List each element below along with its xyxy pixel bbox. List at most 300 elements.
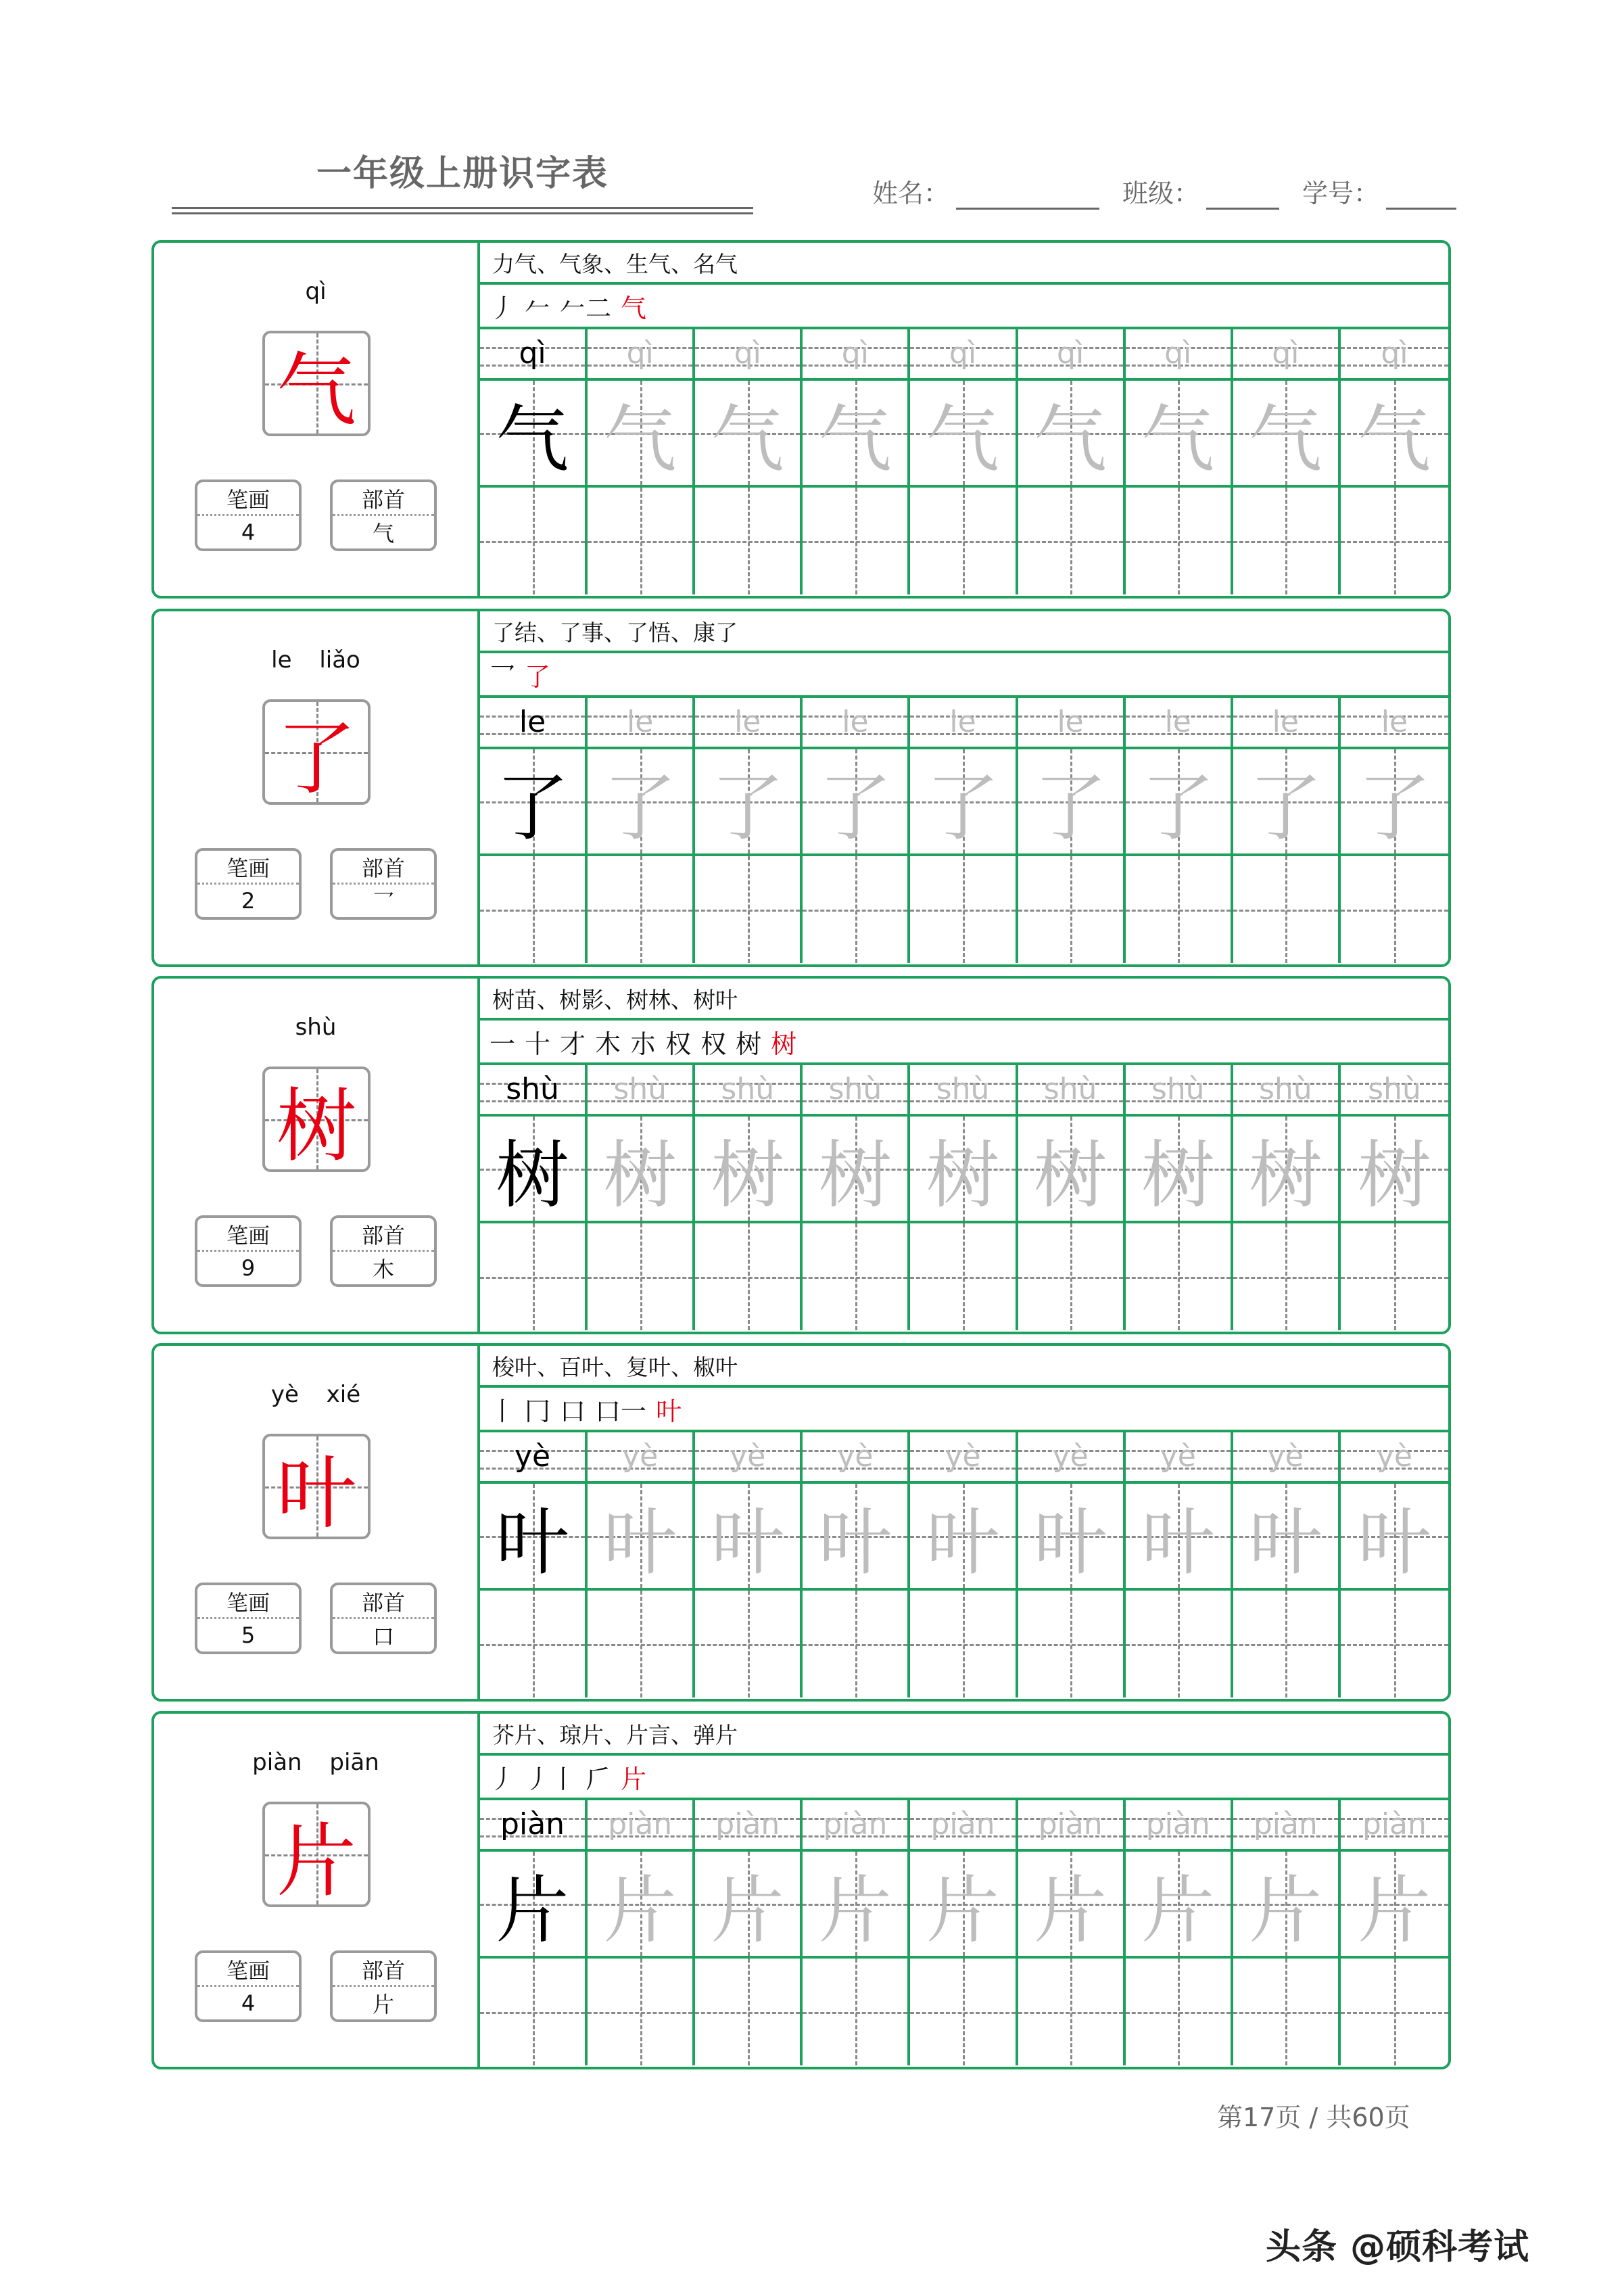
- trace-character: 叶: [1249, 1500, 1322, 1585]
- practice-column: [480, 329, 588, 594]
- character-cell[interactable]: [480, 749, 585, 856]
- pinyin-cell[interactable]: [480, 1065, 585, 1117]
- watermark: 头条 @硕科考试: [1266, 2227, 1530, 2268]
- character-card: [151, 1343, 1451, 1702]
- practice-column: [695, 329, 803, 594]
- character-cell[interactable]: [588, 381, 692, 488]
- character-box: [262, 1067, 371, 1172]
- stroke-step: 𠂉: [525, 293, 551, 323]
- character-cell[interactable]: [910, 1852, 1015, 1959]
- target-character: 树: [276, 1079, 356, 1173]
- practice-column: [1233, 1800, 1341, 2065]
- trace-character: 片: [1358, 1868, 1431, 1953]
- pinyin-cell[interactable]: [1126, 329, 1231, 381]
- blank-practice-cell[interactable]: [910, 1223, 1015, 1330]
- pinyin-cell[interactable]: [1018, 698, 1123, 749]
- blank-practice-cell[interactable]: [1341, 1223, 1448, 1330]
- stroke-count-label: 笔画: [197, 482, 299, 516]
- character-cell[interactable]: [803, 381, 907, 488]
- character-cell[interactable]: [1126, 1852, 1231, 1959]
- model-character: 气: [496, 397, 569, 482]
- blank-practice-cell[interactable]: [1341, 1591, 1448, 1697]
- pinyin-cell[interactable]: [1233, 329, 1338, 381]
- pinyin-cell[interactable]: [480, 1432, 585, 1484]
- example-words: 树苗、树影、树林、树叶: [480, 979, 1448, 1021]
- pinyin-cell[interactable]: [1341, 329, 1448, 381]
- pinyin-heading: yè xié: [270, 1381, 361, 1408]
- practice-column: [910, 329, 1018, 594]
- blank-practice-cell[interactable]: [1126, 856, 1231, 963]
- trace-pinyin: piàn: [1253, 1807, 1318, 1842]
- stroke-order-row: [480, 1756, 1448, 1800]
- model-pinyin: piàn: [500, 1807, 565, 1842]
- character-cell[interactable]: [1233, 1117, 1338, 1223]
- practice-column: [910, 698, 1018, 963]
- practice-column: [1126, 1065, 1233, 1330]
- trace-pinyin: qì: [734, 336, 761, 371]
- blank-practice-cell[interactable]: [1233, 856, 1338, 963]
- student-id-field[interactable]: [1302, 172, 1456, 210]
- page-indicator: 第17页 / 共60页: [1217, 2103, 1410, 2132]
- stroke-count-box: [195, 479, 302, 551]
- pinyin-cell[interactable]: [1233, 1800, 1338, 1852]
- character-cell[interactable]: [695, 1484, 800, 1591]
- practice-column: [1233, 1065, 1341, 1330]
- character-cell[interactable]: [1233, 1484, 1338, 1591]
- trace-character: 了: [926, 766, 999, 851]
- radical-label: 部首: [333, 1953, 434, 1987]
- blank-practice-cell[interactable]: [588, 1591, 692, 1697]
- pinyin-cell[interactable]: [1341, 1065, 1448, 1117]
- target-character: 叶: [276, 1447, 356, 1540]
- character-cell[interactable]: [1341, 1484, 1448, 1591]
- trace-character: 叶: [603, 1500, 677, 1585]
- practice-column: [1126, 1800, 1233, 2065]
- character-cell[interactable]: [803, 1117, 907, 1223]
- character-cell[interactable]: [588, 1484, 692, 1591]
- trace-pinyin: qì: [1272, 336, 1300, 371]
- blank-practice-cell[interactable]: [1341, 856, 1448, 963]
- stroke-count-value: 4: [241, 519, 256, 545]
- pinyin-cell[interactable]: [588, 1065, 692, 1117]
- blank-practice-cell[interactable]: [588, 1959, 692, 2065]
- trace-character: 片: [926, 1868, 999, 1953]
- pinyin-cell[interactable]: [1233, 1065, 1338, 1117]
- trace-pinyin: piàn: [1362, 1807, 1427, 1842]
- trace-character: 了: [711, 766, 784, 851]
- blank-practice-cell[interactable]: [695, 1223, 800, 1330]
- trace-pinyin: le: [1057, 705, 1084, 739]
- blank-practice-cell[interactable]: [910, 1591, 1015, 1697]
- pinyin-cell[interactable]: [588, 329, 692, 381]
- character-cell[interactable]: [803, 1484, 907, 1591]
- radical-box: [330, 1215, 437, 1287]
- trace-pinyin: shù: [936, 1072, 990, 1106]
- pinyin-cell[interactable]: [1126, 1800, 1231, 1852]
- trace-pinyin: piàn: [1145, 1807, 1210, 1842]
- blank-practice-cell[interactable]: [803, 1591, 907, 1697]
- blank-practice-cell[interactable]: [1018, 856, 1123, 963]
- practice-column: [1233, 1432, 1341, 1697]
- trace-character: 了: [1141, 766, 1215, 851]
- blank-practice-cell[interactable]: [1341, 1959, 1448, 2065]
- pinyin-cell[interactable]: [910, 329, 1015, 381]
- character-cell[interactable]: [1341, 1852, 1448, 1959]
- blank-practice-cell[interactable]: [588, 856, 692, 963]
- radical-value: 片: [372, 1992, 394, 2017]
- model-pinyin: shù: [506, 1072, 559, 1106]
- pinyin-cell[interactable]: [588, 1432, 692, 1484]
- radical-value: 乛: [372, 889, 394, 915]
- character-cell[interactable]: [1126, 1117, 1231, 1223]
- character-cell[interactable]: [1233, 749, 1338, 856]
- stroke-count-value: 5: [241, 1622, 256, 1648]
- trace-character: 叶: [1034, 1500, 1107, 1585]
- character-cell[interactable]: [480, 1852, 585, 1959]
- blank-practice-cell[interactable]: [695, 488, 800, 594]
- blank-practice-cell[interactable]: [1018, 1591, 1123, 1697]
- stroke-step: 朩: [630, 1029, 657, 1059]
- stroke-step: 𠂉二: [560, 293, 612, 323]
- trace-pinyin: yè: [622, 1439, 659, 1474]
- pinyin-cell[interactable]: [803, 1065, 907, 1117]
- practice-column: [588, 1432, 695, 1697]
- practice-column: [1018, 329, 1126, 594]
- trace-character: 叶: [711, 1500, 784, 1585]
- practice-column: [695, 1432, 803, 1697]
- blank-practice-cell[interactable]: [695, 856, 800, 963]
- stroke-step: 乛: [490, 661, 516, 692]
- radical-box: [330, 1583, 437, 1654]
- blank-practice-cell[interactable]: [910, 1959, 1015, 2065]
- trace-character: 叶: [926, 1500, 999, 1585]
- pinyin-cell[interactable]: [910, 698, 1015, 749]
- stroke-count-value: 4: [241, 1990, 256, 2016]
- pinyin-cell[interactable]: [910, 1800, 1015, 1852]
- character-card: [151, 609, 1451, 967]
- pinyin-cell[interactable]: [588, 698, 692, 749]
- trace-pinyin: le: [1272, 705, 1299, 739]
- stroke-count-box: [195, 1583, 302, 1654]
- pinyin-cell[interactable]: [803, 1432, 907, 1484]
- page-title: 一年级上册识字表: [316, 154, 609, 194]
- trace-pinyin: piàn: [1038, 1807, 1103, 1842]
- character-cell[interactable]: [910, 1117, 1015, 1223]
- practice-column: [1341, 329, 1448, 594]
- blank-practice-cell[interactable]: [1018, 1959, 1123, 2065]
- trace-pinyin: yè: [837, 1439, 874, 1474]
- radical-label: 部首: [333, 1585, 434, 1619]
- trace-character: 树: [1034, 1133, 1107, 1218]
- stroke-step: 木: [595, 1029, 621, 1059]
- trace-character: 片: [818, 1868, 892, 1953]
- pinyin-cell[interactable]: [695, 329, 800, 381]
- pinyin-cell[interactable]: [803, 1800, 907, 1852]
- trace-character: 树: [711, 1133, 784, 1218]
- character-cell[interactable]: [695, 381, 800, 488]
- pinyin-cell[interactable]: [480, 329, 585, 381]
- stroke-step: 冂: [525, 1396, 551, 1426]
- character-box: [262, 1434, 371, 1539]
- character-cell[interactable]: [480, 1117, 585, 1223]
- trace-character: 片: [1034, 1868, 1107, 1953]
- example-words: 芥片、琼片、片言、弹片: [480, 1714, 1448, 1756]
- blank-practice-cell[interactable]: [1126, 488, 1231, 594]
- blank-practice-cell[interactable]: [1233, 1591, 1338, 1697]
- trace-pinyin: qì: [1381, 336, 1408, 371]
- trace-character: 气: [603, 397, 677, 482]
- stroke-step: 口一: [595, 1396, 647, 1426]
- trace-character: 了: [1034, 766, 1107, 851]
- practice-column: [1126, 329, 1233, 594]
- stroke-step: 𠂆: [586, 1764, 612, 1794]
- trace-pinyin: shù: [721, 1072, 775, 1106]
- stroke-count-box: [195, 1950, 302, 2022]
- practice-column: [1018, 698, 1126, 963]
- character-cell[interactable]: [910, 1484, 1015, 1591]
- pinyin-cell[interactable]: [1018, 1065, 1123, 1117]
- trace-character: 气: [1034, 397, 1107, 482]
- trace-character: 树: [1358, 1133, 1431, 1218]
- stroke-step: 一: [490, 1029, 516, 1059]
- practice-column: [1018, 1432, 1126, 1697]
- pinyin-cell[interactable]: [1018, 1800, 1123, 1852]
- practice-column: [1233, 698, 1341, 963]
- character-cell[interactable]: [480, 1484, 585, 1591]
- class-blank[interactable]: [1206, 181, 1279, 210]
- target-character: 片: [276, 1814, 356, 1908]
- trace-pinyin: piàn: [608, 1807, 673, 1842]
- radical-box: [330, 1950, 437, 2022]
- blank-practice-cell[interactable]: [1126, 1591, 1231, 1697]
- blank-practice-cell[interactable]: [1126, 1223, 1231, 1330]
- pinyin-cell[interactable]: [1126, 1432, 1231, 1484]
- character-cell[interactable]: [1233, 381, 1338, 488]
- blank-practice-cell[interactable]: [910, 856, 1015, 963]
- trace-character: 树: [1249, 1133, 1322, 1218]
- practice-column: [480, 698, 588, 963]
- practice-column: [695, 698, 803, 963]
- blank-practice-cell[interactable]: [695, 1959, 800, 2065]
- pinyin-cell[interactable]: [695, 1800, 800, 1852]
- radical-label: 部首: [333, 1218, 434, 1252]
- character-cell[interactable]: [1341, 381, 1448, 488]
- character-cell[interactable]: [1018, 749, 1123, 856]
- pinyin-cell[interactable]: [1126, 698, 1231, 749]
- trace-pinyin: shù: [1151, 1072, 1205, 1106]
- trace-character: 气: [1141, 397, 1215, 482]
- pinyin-cell[interactable]: [1018, 1432, 1123, 1484]
- character-cell[interactable]: [1018, 1852, 1123, 1959]
- stroke-count-box: [195, 848, 302, 920]
- stroke-order-row: [480, 1021, 1448, 1065]
- blank-practice-cell[interactable]: [1018, 488, 1123, 594]
- character-cell[interactable]: [1126, 381, 1231, 488]
- trace-pinyin: shù: [1043, 1072, 1097, 1106]
- character-cell[interactable]: [1126, 1484, 1231, 1591]
- character-cell[interactable]: [1341, 749, 1448, 856]
- stroke-step: 权: [700, 1029, 727, 1059]
- practice-column: [803, 1065, 910, 1330]
- character-cell[interactable]: [695, 749, 800, 856]
- pinyin-cell[interactable]: [1341, 1432, 1448, 1484]
- pinyin-cell[interactable]: [480, 698, 585, 749]
- character-info-panel: [154, 1346, 480, 1699]
- trace-character: 气: [711, 397, 784, 482]
- blank-practice-cell[interactable]: [480, 1591, 585, 1697]
- trace-pinyin: yè: [1052, 1439, 1089, 1474]
- blank-practice-cell[interactable]: [803, 488, 907, 594]
- class-field[interactable]: [1122, 172, 1279, 210]
- pinyin-cell[interactable]: [803, 698, 907, 749]
- blank-practice-cell[interactable]: [1233, 488, 1338, 594]
- blank-practice-cell[interactable]: [480, 1959, 585, 2065]
- practice-column: [1233, 329, 1341, 594]
- trace-pinyin: piàn: [715, 1807, 780, 1842]
- model-pinyin: yè: [515, 1439, 551, 1474]
- pinyin-cell[interactable]: [1341, 1800, 1448, 1852]
- character-cell[interactable]: [1126, 749, 1231, 856]
- blank-practice-cell[interactable]: [480, 1223, 585, 1330]
- trace-character: 树: [818, 1133, 892, 1218]
- practice-panel: [480, 611, 1448, 964]
- radical-label: 部首: [333, 482, 434, 516]
- trace-pinyin: qì: [1164, 336, 1192, 371]
- character-cell[interactable]: [480, 381, 585, 488]
- trace-character: 叶: [818, 1500, 892, 1585]
- character-cell[interactable]: [695, 1117, 800, 1223]
- name-field[interactable]: [872, 172, 1099, 210]
- stroke-step: 树: [771, 1029, 797, 1059]
- practice-column: [480, 1065, 588, 1330]
- pinyin-cell[interactable]: [910, 1065, 1015, 1117]
- blank-practice-cell[interactable]: [480, 856, 585, 963]
- pinyin-cell[interactable]: [588, 1800, 692, 1852]
- blank-practice-cell[interactable]: [803, 1223, 907, 1330]
- title-block: [172, 150, 753, 214]
- practice-column: [1126, 1432, 1233, 1697]
- blank-practice-cell[interactable]: [1018, 1223, 1123, 1330]
- model-character: 叶: [496, 1500, 569, 1585]
- pinyin-heading: piàn piān: [252, 1749, 379, 1776]
- student-info: [872, 172, 1479, 210]
- trace-pinyin: yè: [1160, 1439, 1196, 1474]
- trace-pinyin: le: [1164, 705, 1191, 739]
- character-cell[interactable]: [588, 1117, 692, 1223]
- pinyin-heading: le liǎo: [271, 647, 360, 674]
- trace-character: 片: [1141, 1868, 1215, 1953]
- pinyin-cell[interactable]: [480, 1800, 585, 1852]
- stroke-step: 了: [525, 661, 551, 692]
- blank-practice-cell[interactable]: [1126, 1959, 1231, 2065]
- trace-character: 叶: [1358, 1500, 1431, 1585]
- trace-pinyin: le: [734, 705, 761, 739]
- name-blank[interactable]: [956, 181, 1099, 210]
- trace-pinyin: yè: [1376, 1439, 1412, 1474]
- character-cell[interactable]: [1018, 1484, 1123, 1591]
- character-cell[interactable]: [910, 749, 1015, 856]
- character-cell[interactable]: [803, 1852, 907, 1959]
- student-id-label: 学号：: [1302, 179, 1380, 208]
- character-cell[interactable]: [695, 1852, 800, 1959]
- practice-column: [910, 1800, 1018, 2065]
- pinyin-cell[interactable]: [1233, 1432, 1338, 1484]
- pinyin-cell[interactable]: [1126, 1065, 1231, 1117]
- stroke-count-value: 2: [241, 888, 256, 914]
- character-info-panel: [154, 979, 480, 1332]
- practice-panel: [480, 243, 1448, 596]
- practice-column: [588, 1800, 695, 2065]
- blank-practice-cell[interactable]: [1233, 1223, 1338, 1330]
- model-character: 树: [496, 1133, 569, 1218]
- trace-character: 气: [1358, 397, 1431, 482]
- radical-box: [330, 848, 437, 920]
- character-cell[interactable]: [1341, 1117, 1448, 1223]
- pinyin-cell[interactable]: [1341, 698, 1448, 749]
- character-cell[interactable]: [1233, 1852, 1338, 1959]
- blank-practice-cell[interactable]: [803, 1959, 907, 2065]
- trace-pinyin: shù: [1258, 1072, 1312, 1106]
- stroke-step: 十: [525, 1029, 551, 1059]
- practice-column: [480, 1432, 588, 1697]
- character-cell[interactable]: [588, 1852, 692, 1959]
- blank-practice-cell[interactable]: [1233, 1959, 1338, 2065]
- blank-practice-cell[interactable]: [803, 856, 907, 963]
- pinyin-cell[interactable]: [695, 1432, 800, 1484]
- model-pinyin: le: [519, 705, 546, 739]
- pinyin-cell[interactable]: [1233, 698, 1338, 749]
- pinyin-cell[interactable]: [695, 698, 800, 749]
- character-cell[interactable]: [803, 749, 907, 856]
- character-cell[interactable]: [588, 749, 692, 856]
- pinyin-heading: shù: [295, 1014, 337, 1041]
- character-box: [262, 331, 371, 436]
- character-cell[interactable]: [1018, 1117, 1123, 1223]
- character-cell[interactable]: [910, 381, 1015, 488]
- radical-value: 木: [372, 1257, 394, 1282]
- trace-character: 片: [1249, 1868, 1322, 1953]
- practice-column: [1341, 698, 1448, 963]
- name-label: 姓名：: [872, 179, 950, 208]
- blank-practice-cell[interactable]: [588, 488, 692, 594]
- example-words: 力气、气象、生气、名气: [480, 243, 1448, 285]
- pinyin-cell[interactable]: [803, 329, 907, 381]
- character-box: [262, 1802, 371, 1907]
- trace-pinyin: yè: [730, 1439, 766, 1474]
- stroke-count-label: 笔画: [197, 851, 299, 885]
- radical-label: 部首: [333, 851, 434, 885]
- pinyin-cell[interactable]: [1018, 329, 1123, 381]
- blank-practice-cell[interactable]: [910, 488, 1015, 594]
- practice-column: [803, 1800, 910, 2065]
- trace-character: 了: [603, 766, 677, 851]
- practice-column: [588, 698, 695, 963]
- pinyin-cell[interactable]: [695, 1065, 800, 1117]
- trace-pinyin: le: [627, 705, 654, 739]
- student-id-blank[interactable]: [1386, 181, 1456, 210]
- stroke-count-label: 笔画: [197, 1218, 299, 1252]
- blank-practice-cell[interactable]: [480, 488, 585, 594]
- trace-character: 了: [1358, 766, 1431, 851]
- blank-practice-cell[interactable]: [588, 1223, 692, 1330]
- pinyin-cell[interactable]: [910, 1432, 1015, 1484]
- blank-practice-cell[interactable]: [695, 1591, 800, 1697]
- radical-box: [330, 479, 437, 551]
- target-character: 了: [276, 712, 356, 805]
- character-cell[interactable]: [1018, 381, 1123, 488]
- trace-character: 气: [1249, 397, 1322, 482]
- blank-practice-cell[interactable]: [1341, 488, 1448, 594]
